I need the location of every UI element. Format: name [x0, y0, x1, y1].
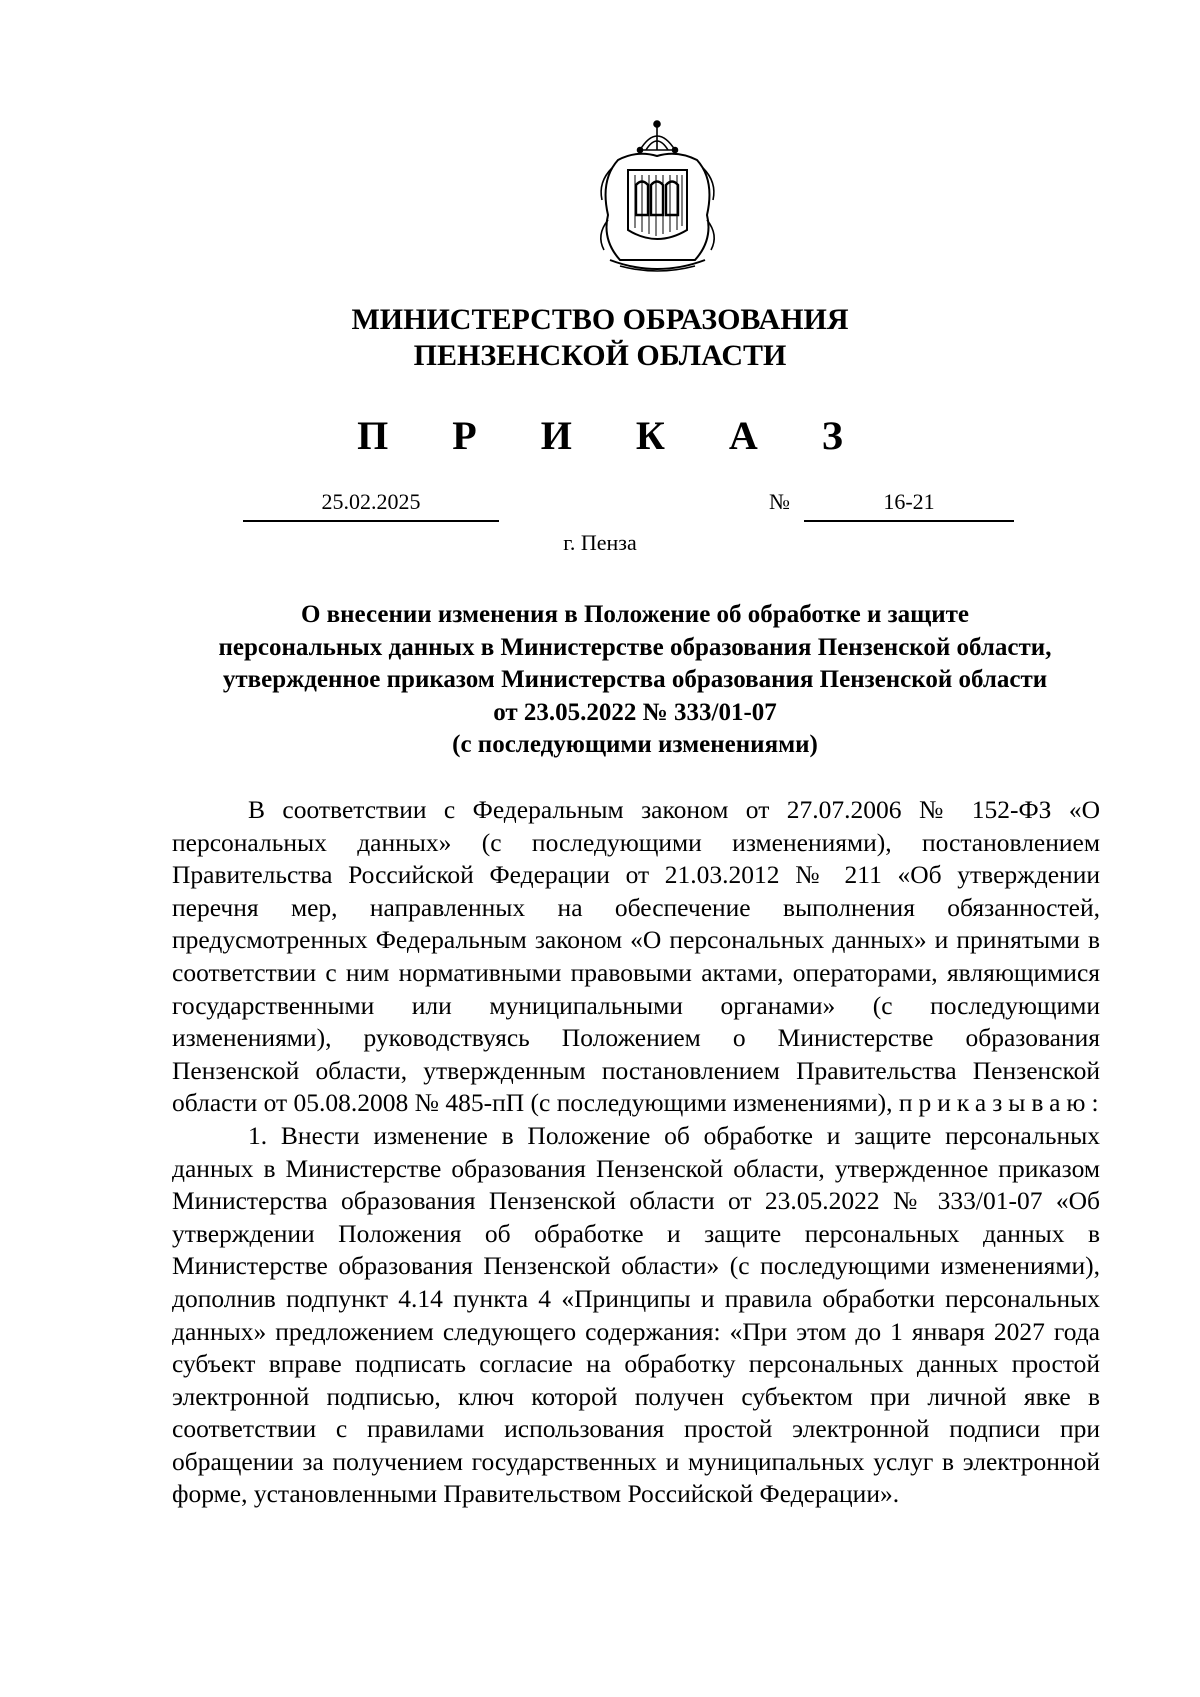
date-field	[243, 489, 499, 522]
order-number: 16-21	[883, 489, 935, 514]
document-heading	[170, 599, 1100, 762]
number-sign: №	[769, 489, 790, 514]
preamble-text: В соответствии с Федеральным законом от 27.07.2006 № 152-ФЗ «О персональных данных» (с последующими изменениями), постановлением Правительства Российской Федерации от 21.03.2012 № 211 «Об утверждении перечня мер, направленных на обеспечение выполнения обязанностей, предусмотренных Федеральным законом «О персональных данных» и принятыми в соответствии с ним нормативными правовыми актами, операторами, являющимися государственными или муниципальными органами» (с последующими изменениями), руководствуясь Положением о Министерстве образования Пензенской области, утвержденным постановлением Правительства Пензенской области от 05.08.2008 № 485-пП (с последующими изменениями),	[172, 795, 1100, 1118]
ministry-name-line2: ПЕНЗЕНСКОЙ ОБЛАСТИ	[413, 339, 787, 372]
heading-line: от 23.05.2022 № 333/01-07	[493, 698, 777, 726]
date-underline	[243, 520, 499, 522]
document-type-title: П Р И К А З	[357, 413, 870, 458]
paragraph-preamble	[172, 794, 1100, 1120]
heading-line: утвержденное приказом Министерства образования Пензенской области	[222, 666, 1048, 694]
heading-line: О внесении изменения в Положение об обработке и защите	[300, 601, 970, 628]
heading-line: (с последующими изменениями)	[452, 731, 818, 759]
heading-line: персональных данных в Министерстве образования Пензенской области,	[218, 633, 1052, 661]
number-underline	[804, 520, 1014, 522]
paragraph-item-1: 1. Внести изменение в Положение об обработке и защите персональных данных в Министерстве образования Пензенской области, утвержденное приказом Министерства образования Пензенской области от 23.05.2022 № 333/01-07 «Об утверждении Положения об обработке и защите персональных данных в Министерстве образования Пензенской области» (с последующими изменениями), дополнив подпункт 4.14 пункта 4 «Принципы и правила обработки персональных данных» предложением следующего содержания: «При этом до 1 января 2027 года субъект вправе подписать согласие на обработку персональных данных простой электронной подписью, ключ которой получен субъектом при личной явке в соответствии с правилами использования простой электронной подписи при обращении за получением государственных и муниципальных услуг в электронной форме, установленными Правительством Российской Федерации».	[172, 1120, 1100, 1509]
number-field	[804, 489, 1014, 522]
ministry-name-line1: МИНИСТЕРСТВО ОБРАЗОВАНИЯ	[351, 303, 849, 336]
coat-of-arms-emblem	[580, 120, 735, 277]
document-body	[172, 794, 1100, 1511]
preamble-end: :	[1091, 1088, 1099, 1118]
city-name: г. Пенза	[563, 530, 637, 555]
order-date: 25.02.2025	[321, 489, 421, 514]
order-word: приказываю	[898, 1088, 1092, 1118]
